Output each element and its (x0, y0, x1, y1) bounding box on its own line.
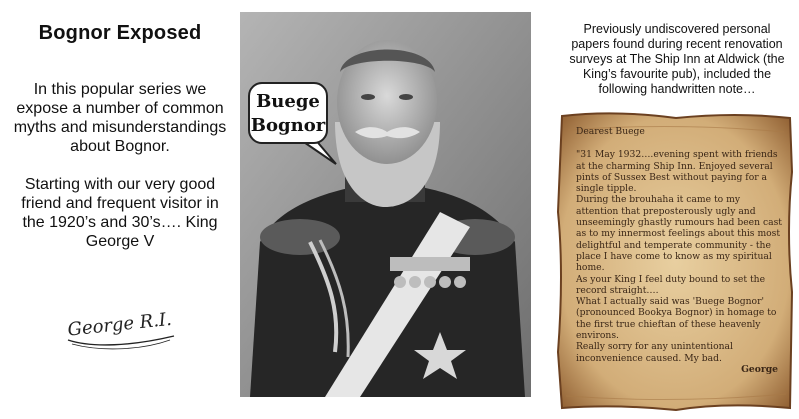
parchment-note (556, 112, 796, 412)
page-title: Bognor Exposed (38, 22, 202, 44)
intro-paragraph-2: Starting with our very good friend and frequent visitor in the 1920’s and 30’s…. King George V (21, 176, 219, 250)
royal-signature (62, 300, 182, 360)
note-salutation: Dearest Buege (576, 126, 645, 137)
portrait-illustration (240, 12, 531, 397)
speech-bubble (248, 82, 328, 144)
king-portrait (240, 12, 531, 397)
note-body: "31 May 1932….evening spent with friends at the charming Ship Inn. Enjoyed several pints of Sussex Best without paying for a single tipple. During the brouhaha it came to my attention that preposterously ugly and unseemingly ghastly rumours had been cast as to my innermost feelings about this most delightful and temperate community - the place I have come to know as my spiritual home. As your King I feel duty bound to set the record straight…. What I actually said was 'Buege Bognor' (pronounced Bookya Bognor) in homage to the first true chieftan of these heavenly environs. Really sorry for any unintentional inconvenience caused. My bad. (576, 149, 782, 364)
intro-paragraph-1: In this popular series we expose a number of common myths and misunderstandings about Bognor. (13, 81, 227, 155)
speech-line-2: Bognor (250, 115, 326, 136)
signature-text: George R.I. (66, 308, 173, 341)
speech-line-1: Buege (256, 91, 320, 112)
handwritten-note (576, 126, 784, 375)
note-intro: Previously undiscovered personal papers found during recent renovation surveys at The Ship Inn at Aldwick (the King’s favourite pub), included the following handwritten note… (569, 22, 785, 96)
note-signoff: George (741, 363, 778, 375)
left-panel (0, 0, 240, 419)
intro-text (8, 80, 232, 251)
